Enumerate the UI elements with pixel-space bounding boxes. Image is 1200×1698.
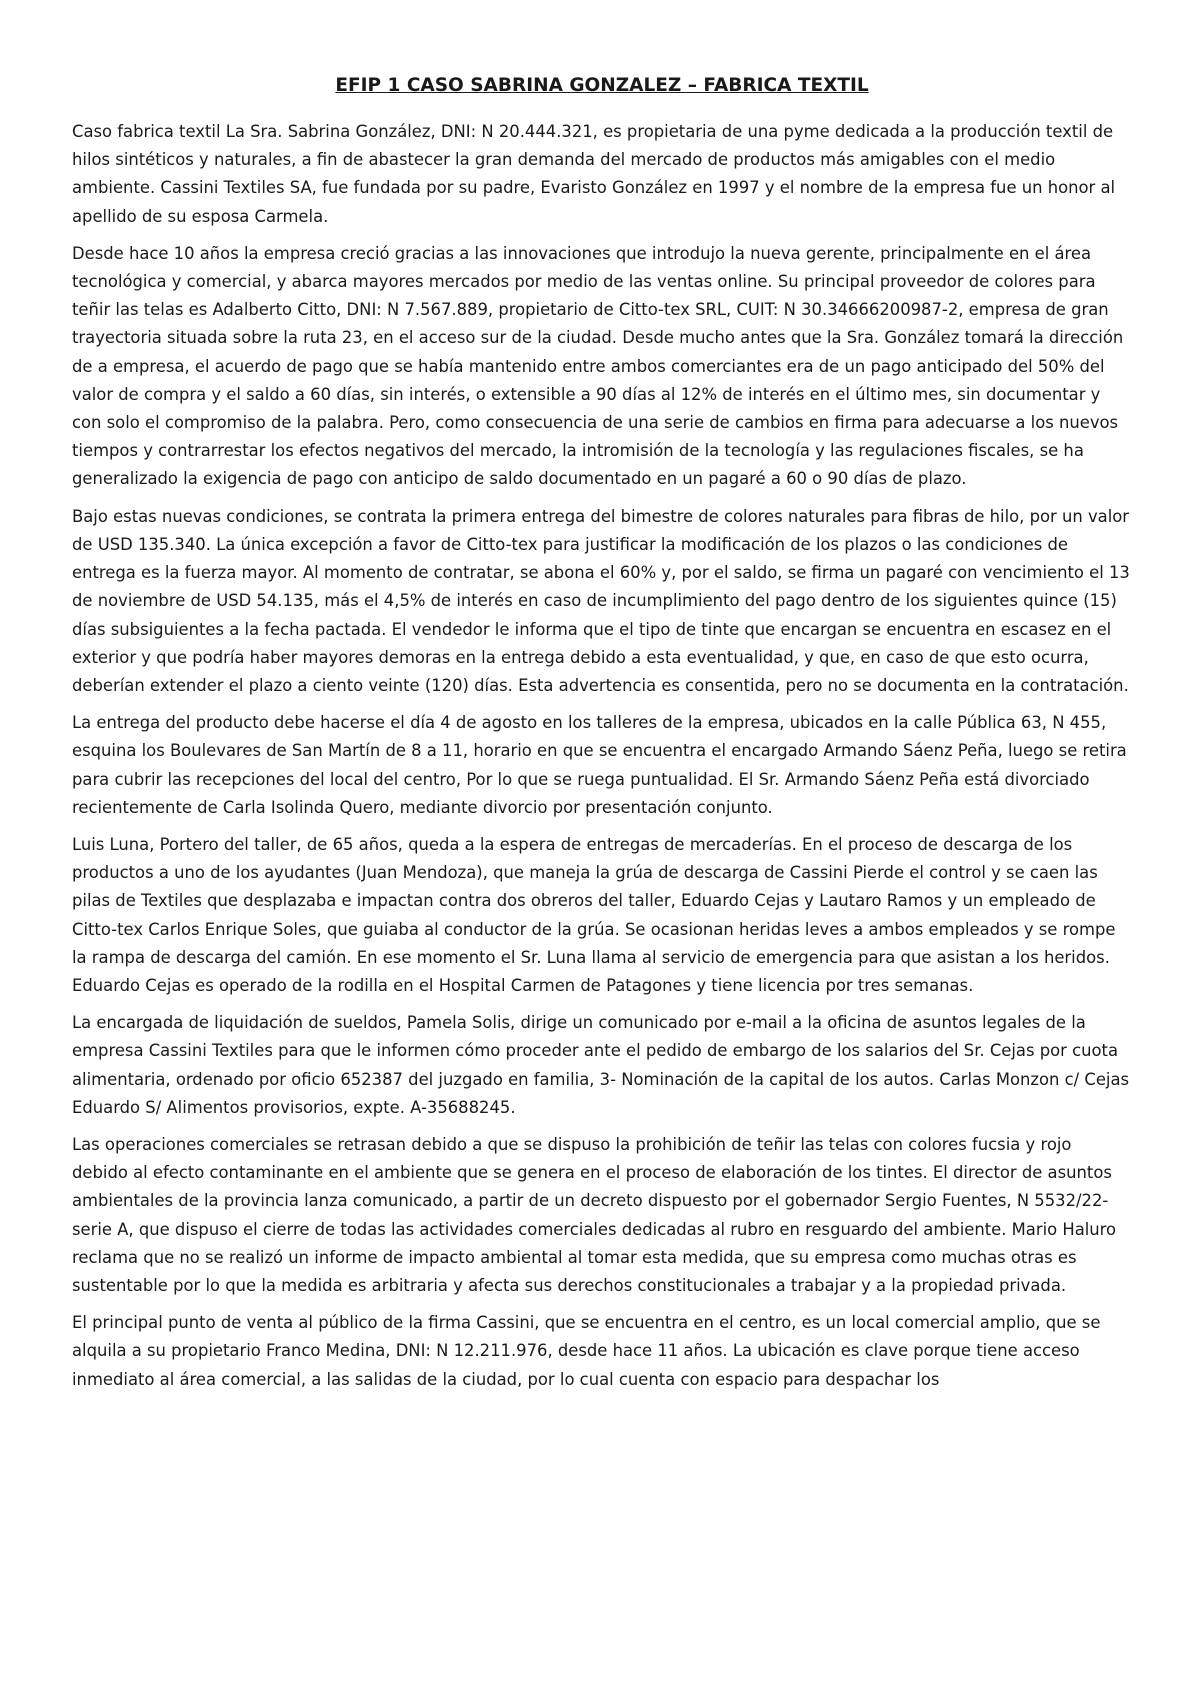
paragraph-accident: Luis Luna, Portero del taller, de 65 años, queda a la espera de entregas de mercaderías. En el proceso de descarga de los productos a uno de los ayudantes (Juan Mendoza), que maneja la grúa de descarga de Cassini Pierde el control y se caen las pilas de Textiles que desplazaba e impactan contra dos obreros del taller, Eduardo Cejas y Lautaro Ramos y un empleado de Citto-tex Carlos Enrique Soles, que guiaba al conductor de la grúa. Se ocasionan heridas leves a ambos empleados y se rompe la rampa de descarga del camión. En ese momento el Sr. Luna llama al servicio de emergencia para que asistan a los heridos. Eduardo Cejas es operado de la rodilla en el Hospital Carmen de Patagones y tiene licencia por tres semanas. — [72, 834, 1116, 995]
paragraph-payroll: La encargada de liquidación de sueldos, Pamela Solis, dirige un comunicado por e-mail a la oficina de asuntos legales de la empresa Cassini Textiles para que le informen cómo proceder ante el pedido de embargo de los salarios del Sr. Cejas por cuota alimentaria, ordenado por oficio 652387 del juzgado en familia, 3- Nominación de la capital de los autos. Carlas Monzon c/ Cejas Eduardo S/ Alimentos provisorios, expte. A-35688245. — [72, 1013, 1130, 1117]
paragraph-store: El principal punto de venta al público de la firma Cassini, que se encuentra en el centro, es un local comercial amplio, que se alquila a su propietario Franco Medina, DNI: N 12.211.976, desde hace 11 años. La ubicación es clave porque tiene acceso inmediato al área comercial, a las salidas de la ciudad, por lo cual cuenta con espacio para despachar los — [72, 1313, 1101, 1389]
paragraph-intro: Caso fabrica textil La Sra. Sabrina González, DNI: N 20.444.321, es propietaria de una pyme dedicada a la producción textil de hilos sintéticos y naturales, a fin de abastecer la gran demanda del mercado de productos más amigables con el medio ambiente. Cassini Textiles SA, fue fundada por su padre, Evaristo González en 1997 y el nombre de la empresa fue un honor al apellido de su esposa Carmela. — [72, 122, 1116, 226]
paragraph-supplier: Desde hace 10 años la empresa creció gracias a las innovaciones que introdujo la nueva gerente, principalmente en el área tecnológica y comercial, y abarca mayores mercados por medio de las ventas online. Su principal proveedor de colores para teñir las telas es Adalberto Citto, DNI: N 7.567.889, propietario de Citto-tex SRL, CUIT: N 30.34666200987-2, empresa de gran trayectoria situada sobre la ruta 23, en el acceso sur de la ciudad. Desde mucho antes que la Sra. González tomará la dirección de a empresa, el acuerdo de pago que se había mantenido entre ambos comerciantes era de un pago anticipado del 50% del valor de compra y el saldo a 60 días, sin interés, o extensible a 90 días al 12% de interés en el último mes, sin documentar y con solo el compromiso de la palabra. Pero, como consecuencia de una serie de cambios en firma para adecuarse a los nuevos tiempos y contrarrestar los efectos negativos del mercado, la intromisión de la tecnología y las regulaciones fiscales, se ha generalizado la exigencia de pago con anticipo de saldo documentado en un pagaré a 60 o 90 días de plazo. — [72, 243, 1124, 489]
paragraph-delivery: La entrega del producto debe hacerse el día 4 de agosto en los talleres de la empresa, ubicados en la calle Pública 63, N 455, esquina los Boulevares de San Martín de 8 a 11, horario en que se encuentra el encargado Armando Sáenz Peña, luego se retira para cubrir las recepciones del local del centro, Por lo que se ruega puntualidad. El Sr. Armando Sáenz Peña está divorciado recientemente de Carla Isolinda Quero, mediante divorcio por presentación conjunto. — [72, 713, 1127, 817]
paragraph-environment: Las operaciones comerciales se retrasan debido a que se dispuso la prohibición de teñir las telas con colores fucsia y rojo debido al efecto contaminante en el ambiente que se genera en el proceso de elaboración de los tintes. El director de asuntos ambientales de la provincia lanza comunicado, a partir de un decreto dispuesto por el gobernador Sergio Fuentes, N 5532/22- serie A, que dispuso el cierre de todas las actividades comerciales dedicadas al rubro en resguardo del ambiente. Mario Haluro reclama que no se realizó un informe de impacto ambiental al tomar esta medida, que su empresa como muchas otras es sustentable por lo que la medida es arbitraria y afecta sus derechos constitucionales a trabajar y a la propiedad privada. — [72, 1134, 1117, 1295]
paragraph-contract: Bajo estas nuevas condiciones, se contrata la primera entrega del bimestre de colores naturales para fibras de hilo, por un valor de USD 135.340. La única excepción a favor de Citto-tex para justificar la modificación de los plazos o las condiciones de entrega es la fuerza mayor. Al momento de contratar, se abona el 60% y, por el saldo, se firma un pagaré con vencimiento el 13 de noviembre de USD 54.135, más el 4,5% de interés en caso de incumplimiento del pago dentro de los siguientes quince (15) días subsiguientes a la fecha pactada. El vendedor le informa que el tipo de tinte que encargan se encuentra en escasez en el exterior y que podría haber mayores demoras en la entrega debido a esta eventualidad, y que, en caso de que esto ocurra, deberían extender el plazo a ciento veinte (120) días. Esta advertencia es consentida, pero no se documenta en la contratación. — [72, 506, 1130, 695]
document-title: EFIP 1 CASO SABRINA GONZALEZ – FABRICA TEXTIL — [335, 75, 869, 96]
